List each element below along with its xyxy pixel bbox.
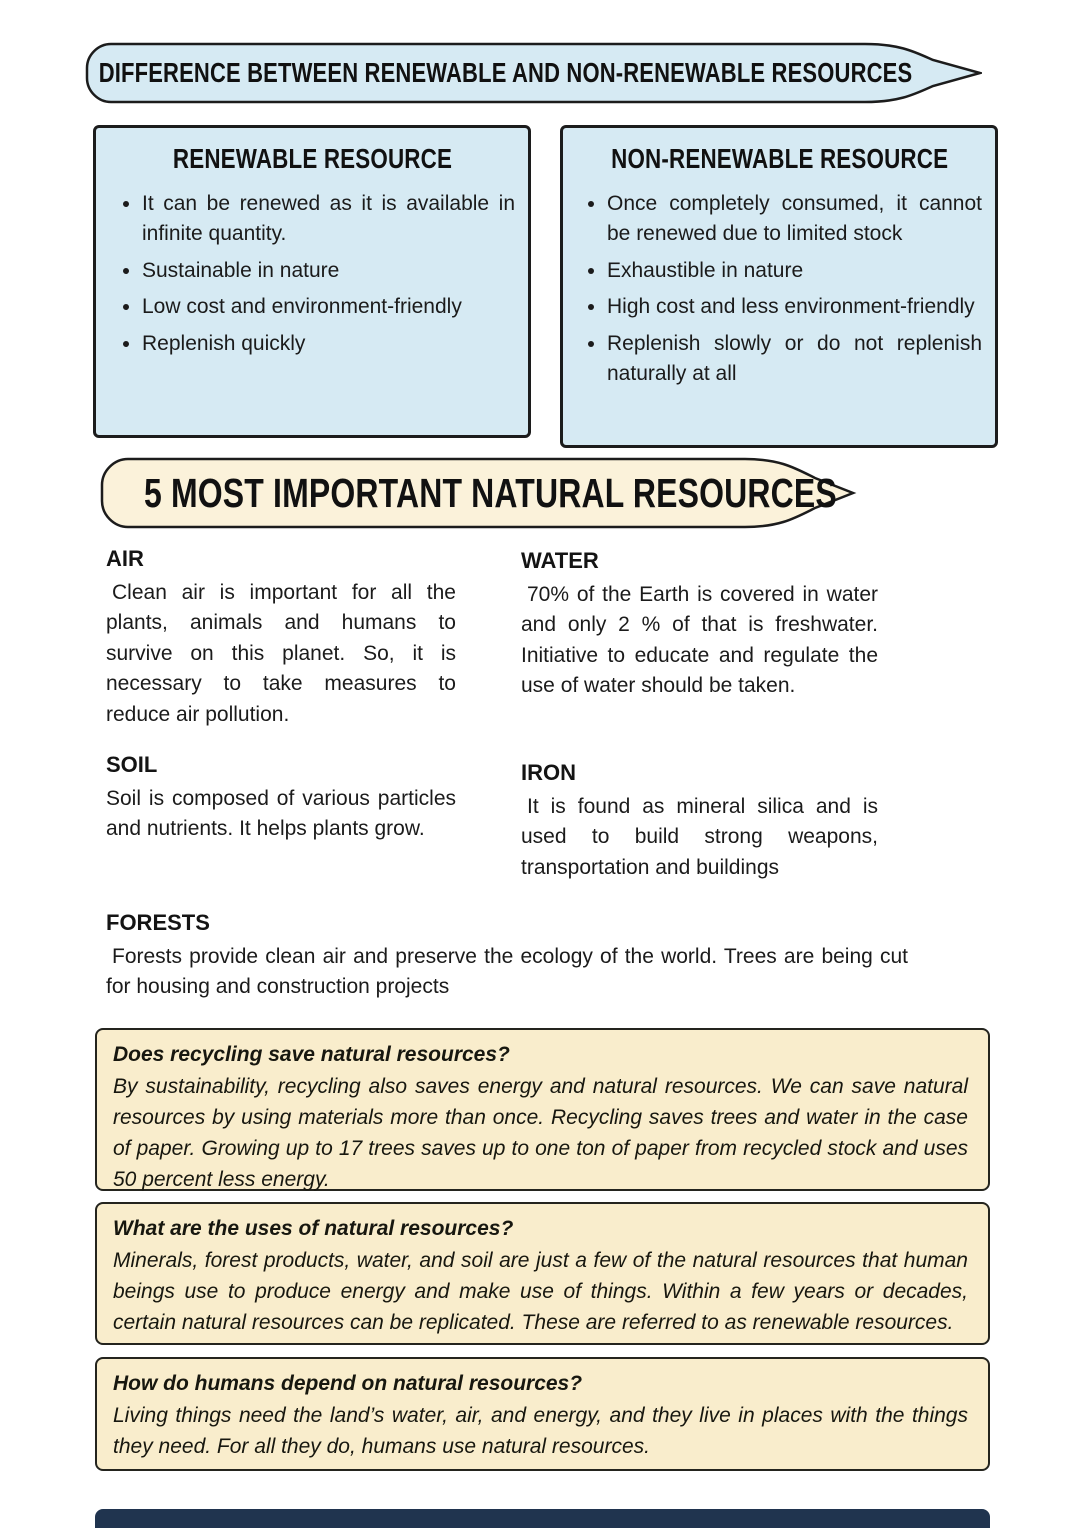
nonrenewable-box-title: NON-RENEWABLE RESOURCE (611, 143, 949, 174)
faq-answer: By sustainability, recycling also saves energy and natural resources. We can save natural resources by using materials more than once. Recycling saves trees and water in the case of paper. Growing up to 17 trees saves up to one ton of paper from recycled stock and uses 50 percent less energy. (113, 1075, 968, 1192)
faq-question: What are the uses of natural resources? (113, 1217, 514, 1240)
main-title-banner (85, 42, 982, 104)
forests-heading: FORESTS (106, 910, 210, 935)
nonrenewable-bullet: • Once completely consumed, it cannot be renewed due to limited stock (607, 189, 982, 249)
faq-question: Does recycling save natural resources? (113, 1043, 510, 1066)
water-section (521, 548, 878, 702)
five-resources-text-wrap (100, 457, 857, 529)
page-title: DIFFERENCE BETWEEN RENEWABLE AND NON-RENEWABLE RESOURCES (99, 57, 913, 88)
nonrenewable-bullet: • Exhaustible in nature (607, 256, 982, 286)
main-title-text-wrap (85, 42, 982, 104)
next-section-cutoff-bar (95, 1509, 990, 1528)
forests-section (106, 910, 908, 1003)
renewable-resource-box (93, 125, 531, 438)
soil-section (106, 752, 456, 845)
renewable-box-title: RENEWABLE RESOURCE (172, 143, 452, 174)
faq-box-uses (95, 1202, 990, 1345)
faq-box-depend (95, 1357, 990, 1471)
renewable-bullet: • Low cost and environment-friendly (142, 292, 515, 322)
nonrenewable-resource-box (560, 125, 998, 448)
air-heading: AIR (106, 546, 144, 571)
faq-answer: Minerals, forest products, water, and soil are just a few of the natural resources that human beings use to produce energy and make use of things. Within a few years or decades, certain natural resources can be replicated. These are referred to as renewable resources. (113, 1249, 968, 1335)
iron-heading: IRON (521, 760, 576, 785)
renewable-bullet-list (96, 189, 528, 359)
renewable-bullet: • Sustainable in nature (142, 256, 515, 286)
renewable-bullet: • It can be renewed as it is available in infinite quantity. (142, 189, 515, 249)
iron-section (521, 760, 878, 883)
nonrenewable-bullet-list (563, 189, 995, 389)
iron-body: It is found as mineral silica and is used to build strong weapons, transportation and buildings (521, 795, 878, 879)
soil-heading: SOIL (106, 752, 158, 777)
faq-answer: Living things need the land’s water, air, and energy, and they live in places with the things they need. For all they do, humans use natural resources. (113, 1404, 968, 1459)
five-resources-banner (100, 457, 857, 529)
soil-body: Soil is composed of various particles and nutrients. It helps plants grow. (106, 787, 456, 841)
renewable-box-title-wrap (102, 143, 522, 175)
faq-box-recycling (95, 1028, 990, 1191)
water-heading: WATER (521, 548, 599, 573)
nonrenewable-bullet: • Replenish slowly or do not replenish naturally at all (607, 329, 982, 389)
air-body: Clean air is important for all the plants, animals and humans to survive on this planet. So, it is necessary to take measures to reduce air pollution. (106, 581, 456, 726)
air-section (106, 546, 456, 730)
nonrenewable-box-title-wrap (569, 143, 989, 175)
forests-body: Forests provide clean air and preserve the ecology of the world. Trees are being cut for housing and construction projects (106, 945, 908, 999)
section-title: 5 MOST IMPORTANT NATURAL RESOURCES (144, 469, 837, 516)
faq-question: How do humans depend on natural resources? (113, 1372, 583, 1395)
renewable-bullet: • Replenish quickly (142, 329, 515, 359)
water-body: 70% of the Earth is covered in water and only 2 % of that is freshwater. Initiative to educate and regulate the use of water should be taken. (521, 583, 878, 698)
nonrenewable-bullet: • High cost and less environment-friendly (607, 292, 982, 322)
